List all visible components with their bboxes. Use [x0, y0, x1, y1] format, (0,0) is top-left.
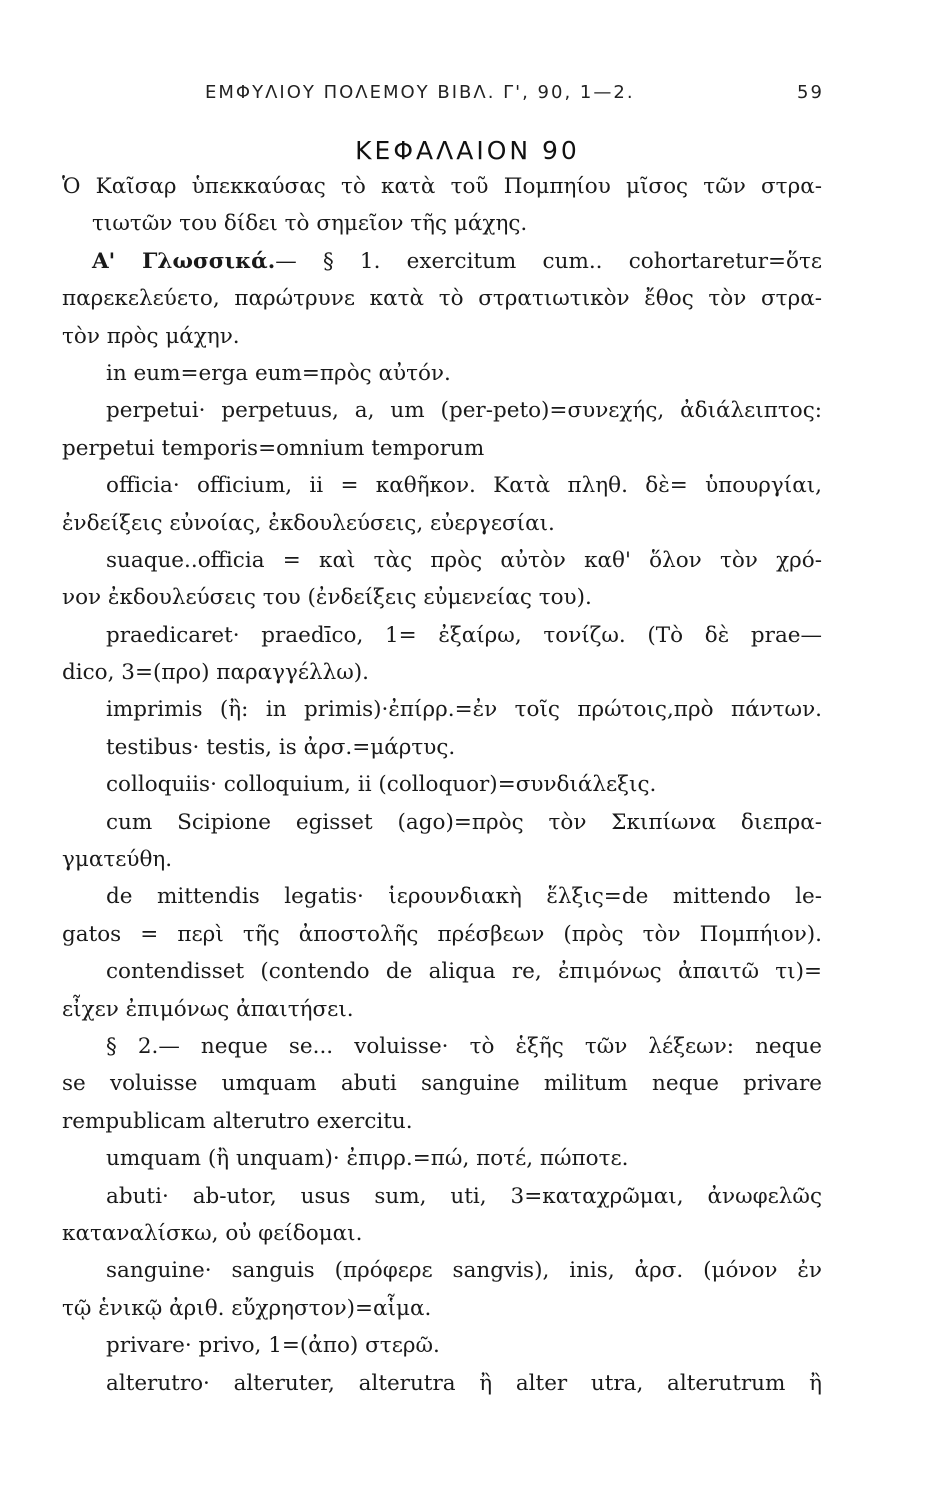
- glossary-entry: sanguine· sanguis (πρόφερε sangvis), inis, ἀρσ. (μόνον ἐν: [106, 1258, 822, 1284]
- glossary-entry: abuti· ab-utor, usus sum, uti, 3=καταχρῶμαι, ἀνωφελῶς: [106, 1183, 822, 1209]
- glossary-entry: colloquiis· colloquium, ii (colloquor)=συνδιάλεξις.: [106, 772, 657, 798]
- glossary-entry: cum Scipione egisset (ago)=πρὸς τὸν Σκιπίωνα διεπρα-: [106, 809, 822, 835]
- glossary-line: ἐνδείξεις εὐνοίας, ἐκδουλεύσεις, εὐεργεσίαι.: [62, 510, 555, 536]
- glossary-entry: imprimis (ἢ: in primis)·ἐπίρρ.=ἐν τοῖς πρώτοις,πρὸ πάντων.: [106, 697, 822, 723]
- glossary-line: καταναλίσκω, οὐ φείδομαι.: [62, 1220, 363, 1246]
- glossary-line: παρεκελεύετο, παρώτρυνε κατὰ τὸ στρατιωτικὸν ἔθος τὸν στρα-: [62, 286, 822, 312]
- glossary-entry: in eum=erga eum=πρὸς αὐτόν.: [106, 360, 451, 386]
- glossary-entry: umquam (ἢ unquam)· ἐπιρρ.=πώ, ποτέ, πώποτε.: [106, 1146, 629, 1172]
- glossary-entry: contendisset (contendo de aliqua re, ἐπιμόνως ἀπαιτῶ τι)=: [106, 959, 822, 985]
- glossary-line: dico, 3=(προ) παραγγέλλω).: [62, 660, 369, 686]
- glossary-line: τὸν πρὸς μάχην.: [62, 323, 240, 349]
- glossary-line: τῷ ἑνικῷ ἀριθ. εὔχρηστον)=αἷμα.: [62, 1295, 432, 1321]
- glossary-heading-line: Α' Γλωσσικά.— § 1. exercitum cum.. cohortaretur=ὅτε: [92, 248, 822, 274]
- glossary-entry: de mittendis legatis· ἱερουνδιακὴ ἕλξις=de mittendo le-: [106, 884, 822, 910]
- glossary-line: perpetui temporis=omnium temporum: [62, 435, 485, 461]
- glossary-entry: testibus· testis, is ἀρσ.=μάρτυς.: [106, 734, 456, 760]
- chapter-title: ΚΕΦΑΛΑΙΟΝ 90: [355, 136, 580, 165]
- text-block: [62, 168, 822, 1402]
- summary-line: Ὁ Καῖσαρ ὑπεκκαύσας τὸ κατὰ τοῦ Πομπηίου μῖσος τῶν στρα-: [62, 174, 822, 199]
- glossary-entry: privare· privo, 1=(ἀπο) στερῶ.: [106, 1333, 440, 1359]
- glossary-line: se voluisse umquam abuti sanguine militum neque privare: [62, 1071, 822, 1097]
- glossary-entry: alterutro· alteruter, alterutra ἢ alter utra, alterutrum ἢ: [106, 1370, 822, 1396]
- glossary-entry: § 2.— neque se... voluisse· τὸ ἑξῆς τῶν λέξεων: neque: [106, 1033, 822, 1059]
- section-label: Α' Γλωσσικά.: [92, 248, 276, 274]
- glossary-entry: officia· officium, ii = καθῆκον. Κατὰ πληθ. δὲ= ὑπουργίαι,: [106, 473, 822, 499]
- glossary-entry: perpetui· perpetuus, a, um (per-peto)=συνεχής, ἀδιάλειπτος:: [106, 398, 822, 424]
- glossary-line: εἶχεν ἐπιμόνως ἀπαιτήσει.: [62, 996, 354, 1022]
- glossary-line: rempublicam alterutro exercitu.: [62, 1108, 413, 1134]
- summary-line: τιωτῶν του δίδει τὸ σημεῖον τῆς μάχης.: [92, 211, 528, 237]
- glossary-entry: suaque..officia = καὶ τὰς πρὸς αὐτὸν καθ' ὅλον τὸν χρό-: [106, 547, 822, 573]
- glossary-entry: praedicaret· praedīco, 1= ἐξαίρω, τονίζω. (Τὸ δὲ prae—: [106, 622, 822, 648]
- glossary-line: γματεύθη.: [62, 847, 173, 873]
- glossary-line: νον ἐκδουλεύσεις του (ἐνδείξεις εὐμενείας του).: [62, 585, 592, 611]
- page-number: 59: [797, 82, 824, 103]
- running-header: ΕΜΦΥΛΙΟΥ ΠΟΛΕΜΟΥ ΒΙΒΛ. Γ', 90, 1—2.: [205, 82, 635, 103]
- glossary-line: gatos = περὶ τῆς ἀποστολῆς πρέσβεων (πρὸς τὸν Πομπήιον).: [62, 921, 822, 947]
